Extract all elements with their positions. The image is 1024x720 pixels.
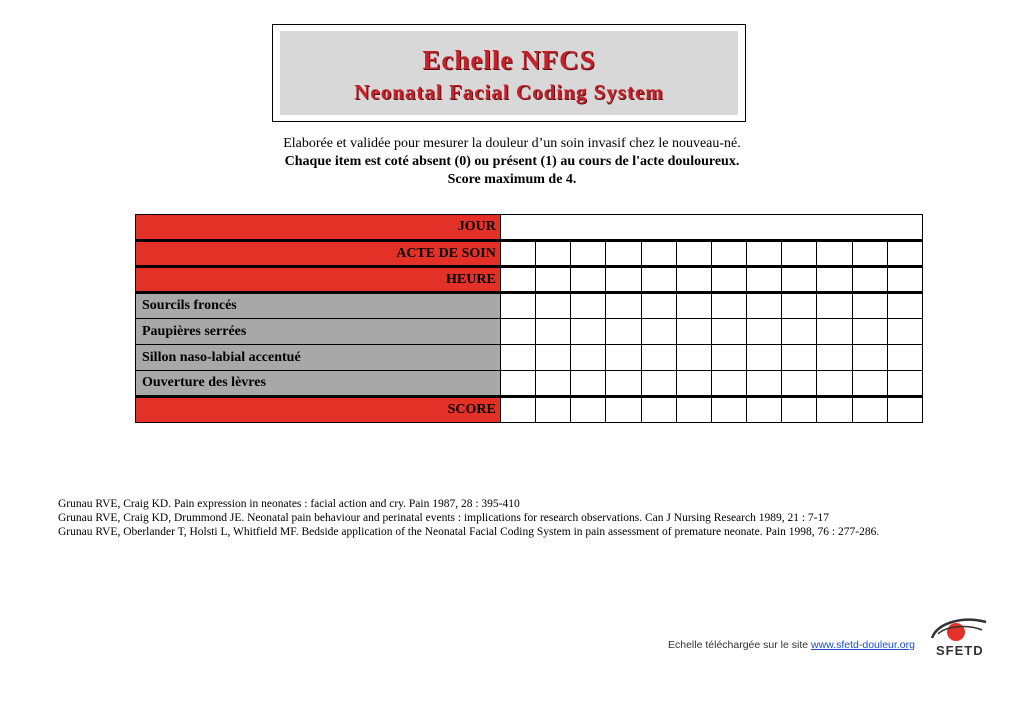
grid-cell[interactable] <box>606 345 641 371</box>
reference-3: Grunau RVE, Oberlander T, Holsti L, Whitfield MF. Bedside application of the Neonatal Facial Coding System in pain assessment of premature neonate. Pain 1998, 76 : 277-286. <box>58 526 880 538</box>
intro-line-3: Score maximum de 4. <box>447 172 577 187</box>
grid-cell[interactable] <box>676 293 711 319</box>
grid-cell[interactable] <box>536 345 571 371</box>
grid-cell[interactable] <box>817 345 852 371</box>
grid-cell[interactable] <box>852 293 887 319</box>
grid-cell[interactable] <box>852 319 887 345</box>
grid-cell[interactable] <box>852 241 887 267</box>
title-box <box>272 24 746 122</box>
grid-cell[interactable] <box>536 293 571 319</box>
jour-input-cell[interactable] <box>500 215 922 241</box>
grid-cell[interactable] <box>817 397 852 423</box>
grid-cell[interactable] <box>536 397 571 423</box>
grid-cell[interactable] <box>536 319 571 345</box>
grid-cell[interactable] <box>500 267 535 293</box>
grid-cell[interactable] <box>606 267 641 293</box>
grid-cell[interactable] <box>500 397 535 423</box>
logo-text: SFETD <box>936 643 984 658</box>
grid-cell[interactable] <box>571 293 606 319</box>
grid-cell[interactable] <box>852 397 887 423</box>
grid-cell[interactable] <box>817 319 852 345</box>
grid-cell[interactable] <box>641 319 676 345</box>
row-score <box>136 397 923 423</box>
intro-line-2: Chaque item est coté absent (0) ou présent (1) au cours de l'acte douloureux. <box>284 154 740 169</box>
scoring-grid <box>135 214 923 423</box>
grid-cell[interactable] <box>641 345 676 371</box>
grid-cell[interactable] <box>606 371 641 397</box>
row-item-levres <box>136 371 923 397</box>
grid-cell[interactable] <box>500 241 535 267</box>
grid-cell[interactable] <box>817 371 852 397</box>
grid-cell[interactable] <box>536 267 571 293</box>
intro-text <box>200 135 824 189</box>
grid-cell[interactable] <box>747 319 782 345</box>
footer <box>668 639 915 651</box>
page-subtitle: Neonatal Facial Coding System <box>354 80 664 104</box>
grid-cell[interactable] <box>782 241 817 267</box>
grid-cell[interactable] <box>606 241 641 267</box>
grid-cell[interactable] <box>747 241 782 267</box>
grid-cell[interactable] <box>711 345 746 371</box>
row-label-score: SCORE <box>136 397 501 423</box>
grid-cell[interactable] <box>711 319 746 345</box>
grid-cell[interactable] <box>676 397 711 423</box>
grid-cell[interactable] <box>782 371 817 397</box>
grid-cell[interactable] <box>711 267 746 293</box>
grid-cell[interactable] <box>887 371 922 397</box>
grid-cell[interactable] <box>676 241 711 267</box>
grid-cell[interactable] <box>887 345 922 371</box>
grid-cell[interactable] <box>571 397 606 423</box>
row-item-paupieres <box>136 319 923 345</box>
grid-cell[interactable] <box>887 319 922 345</box>
row-label-acte: ACTE DE SOIN <box>136 241 501 267</box>
grid-cell[interactable] <box>747 293 782 319</box>
grid-cell[interactable] <box>711 397 746 423</box>
grid-cell[interactable] <box>711 241 746 267</box>
item-label-sourcils: Sourcils froncés <box>136 293 501 319</box>
grid-cell[interactable] <box>852 267 887 293</box>
grid-cell[interactable] <box>782 319 817 345</box>
grid-cell[interactable] <box>606 319 641 345</box>
grid-cell[interactable] <box>676 267 711 293</box>
grid-cell[interactable] <box>747 371 782 397</box>
grid-cell[interactable] <box>676 371 711 397</box>
grid-cell[interactable] <box>676 345 711 371</box>
row-item-sillon <box>136 345 923 371</box>
grid-cell[interactable] <box>747 345 782 371</box>
grid-cell[interactable] <box>782 397 817 423</box>
row-jour <box>136 215 923 241</box>
grid-cell[interactable] <box>641 371 676 397</box>
intro-line-1: Elaborée et validée pour mesurer la douleur d’un soin invasif chez le nouveau-né. <box>283 136 741 151</box>
grid-cell[interactable] <box>500 319 535 345</box>
item-label-paupieres: Paupières serrées <box>136 319 501 345</box>
footer-text: Echelle téléchargée sur le site <box>668 639 809 651</box>
grid-cell[interactable] <box>852 345 887 371</box>
grid-cell[interactable] <box>887 397 922 423</box>
grid-cell[interactable] <box>571 267 606 293</box>
grid-cell[interactable] <box>711 293 746 319</box>
grid-cell[interactable] <box>817 241 852 267</box>
grid-cell[interactable] <box>782 345 817 371</box>
title-banner <box>280 31 738 115</box>
grid-cell[interactable] <box>571 241 606 267</box>
grid-cell[interactable] <box>676 319 711 345</box>
grid-cell[interactable] <box>711 371 746 397</box>
grid-cell[interactable] <box>641 241 676 267</box>
grid-cell[interactable] <box>536 241 571 267</box>
row-label-heure: HEURE <box>136 267 501 293</box>
grid-cell[interactable] <box>782 293 817 319</box>
grid-cell[interactable] <box>500 371 535 397</box>
row-label-jour: JOUR <box>136 215 501 241</box>
reference-1: Grunau RVE, Craig KD. Pain expression in neonates : facial action and cry. Pain 1987, 28 : 395-410 <box>58 498 520 510</box>
grid-cell[interactable] <box>887 267 922 293</box>
grid-cell[interactable] <box>500 345 535 371</box>
grid-cell[interactable] <box>887 241 922 267</box>
grid-cell[interactable] <box>641 267 676 293</box>
grid-cell[interactable] <box>641 397 676 423</box>
grid-cell[interactable] <box>887 293 922 319</box>
grid-cell[interactable] <box>817 293 852 319</box>
grid-cell[interactable] <box>571 319 606 345</box>
grid-cell[interactable] <box>606 293 641 319</box>
grid-cell[interactable] <box>747 267 782 293</box>
grid-cell[interactable] <box>571 345 606 371</box>
item-label-levres: Ouverture des lèvres <box>136 371 501 397</box>
grid-cell[interactable] <box>817 267 852 293</box>
grid-cell[interactable] <box>641 293 676 319</box>
grid-cell[interactable] <box>852 371 887 397</box>
item-label-sillon: Sillon naso-labial accentué <box>136 345 501 371</box>
grid-cell[interactable] <box>782 267 817 293</box>
grid-cell[interactable] <box>500 293 535 319</box>
row-item-sourcils <box>136 293 923 319</box>
reference-2: Grunau RVE, Craig KD, Drummond JE. Neonatal pain behaviour and perinatal events : implications for research observations. Can J Nursing Research 1989, 21 : 7-17 <box>58 512 829 524</box>
row-heure <box>136 267 923 293</box>
footer-link[interactable]: www.sfetd-douleur.org <box>811 639 915 651</box>
grid-cell[interactable] <box>606 397 641 423</box>
page-title: Echelle NFCS <box>422 45 596 75</box>
row-acte <box>136 241 923 267</box>
grid-cell[interactable] <box>747 397 782 423</box>
grid-cell[interactable] <box>536 371 571 397</box>
grid-cell[interactable] <box>571 371 606 397</box>
references <box>58 497 879 539</box>
